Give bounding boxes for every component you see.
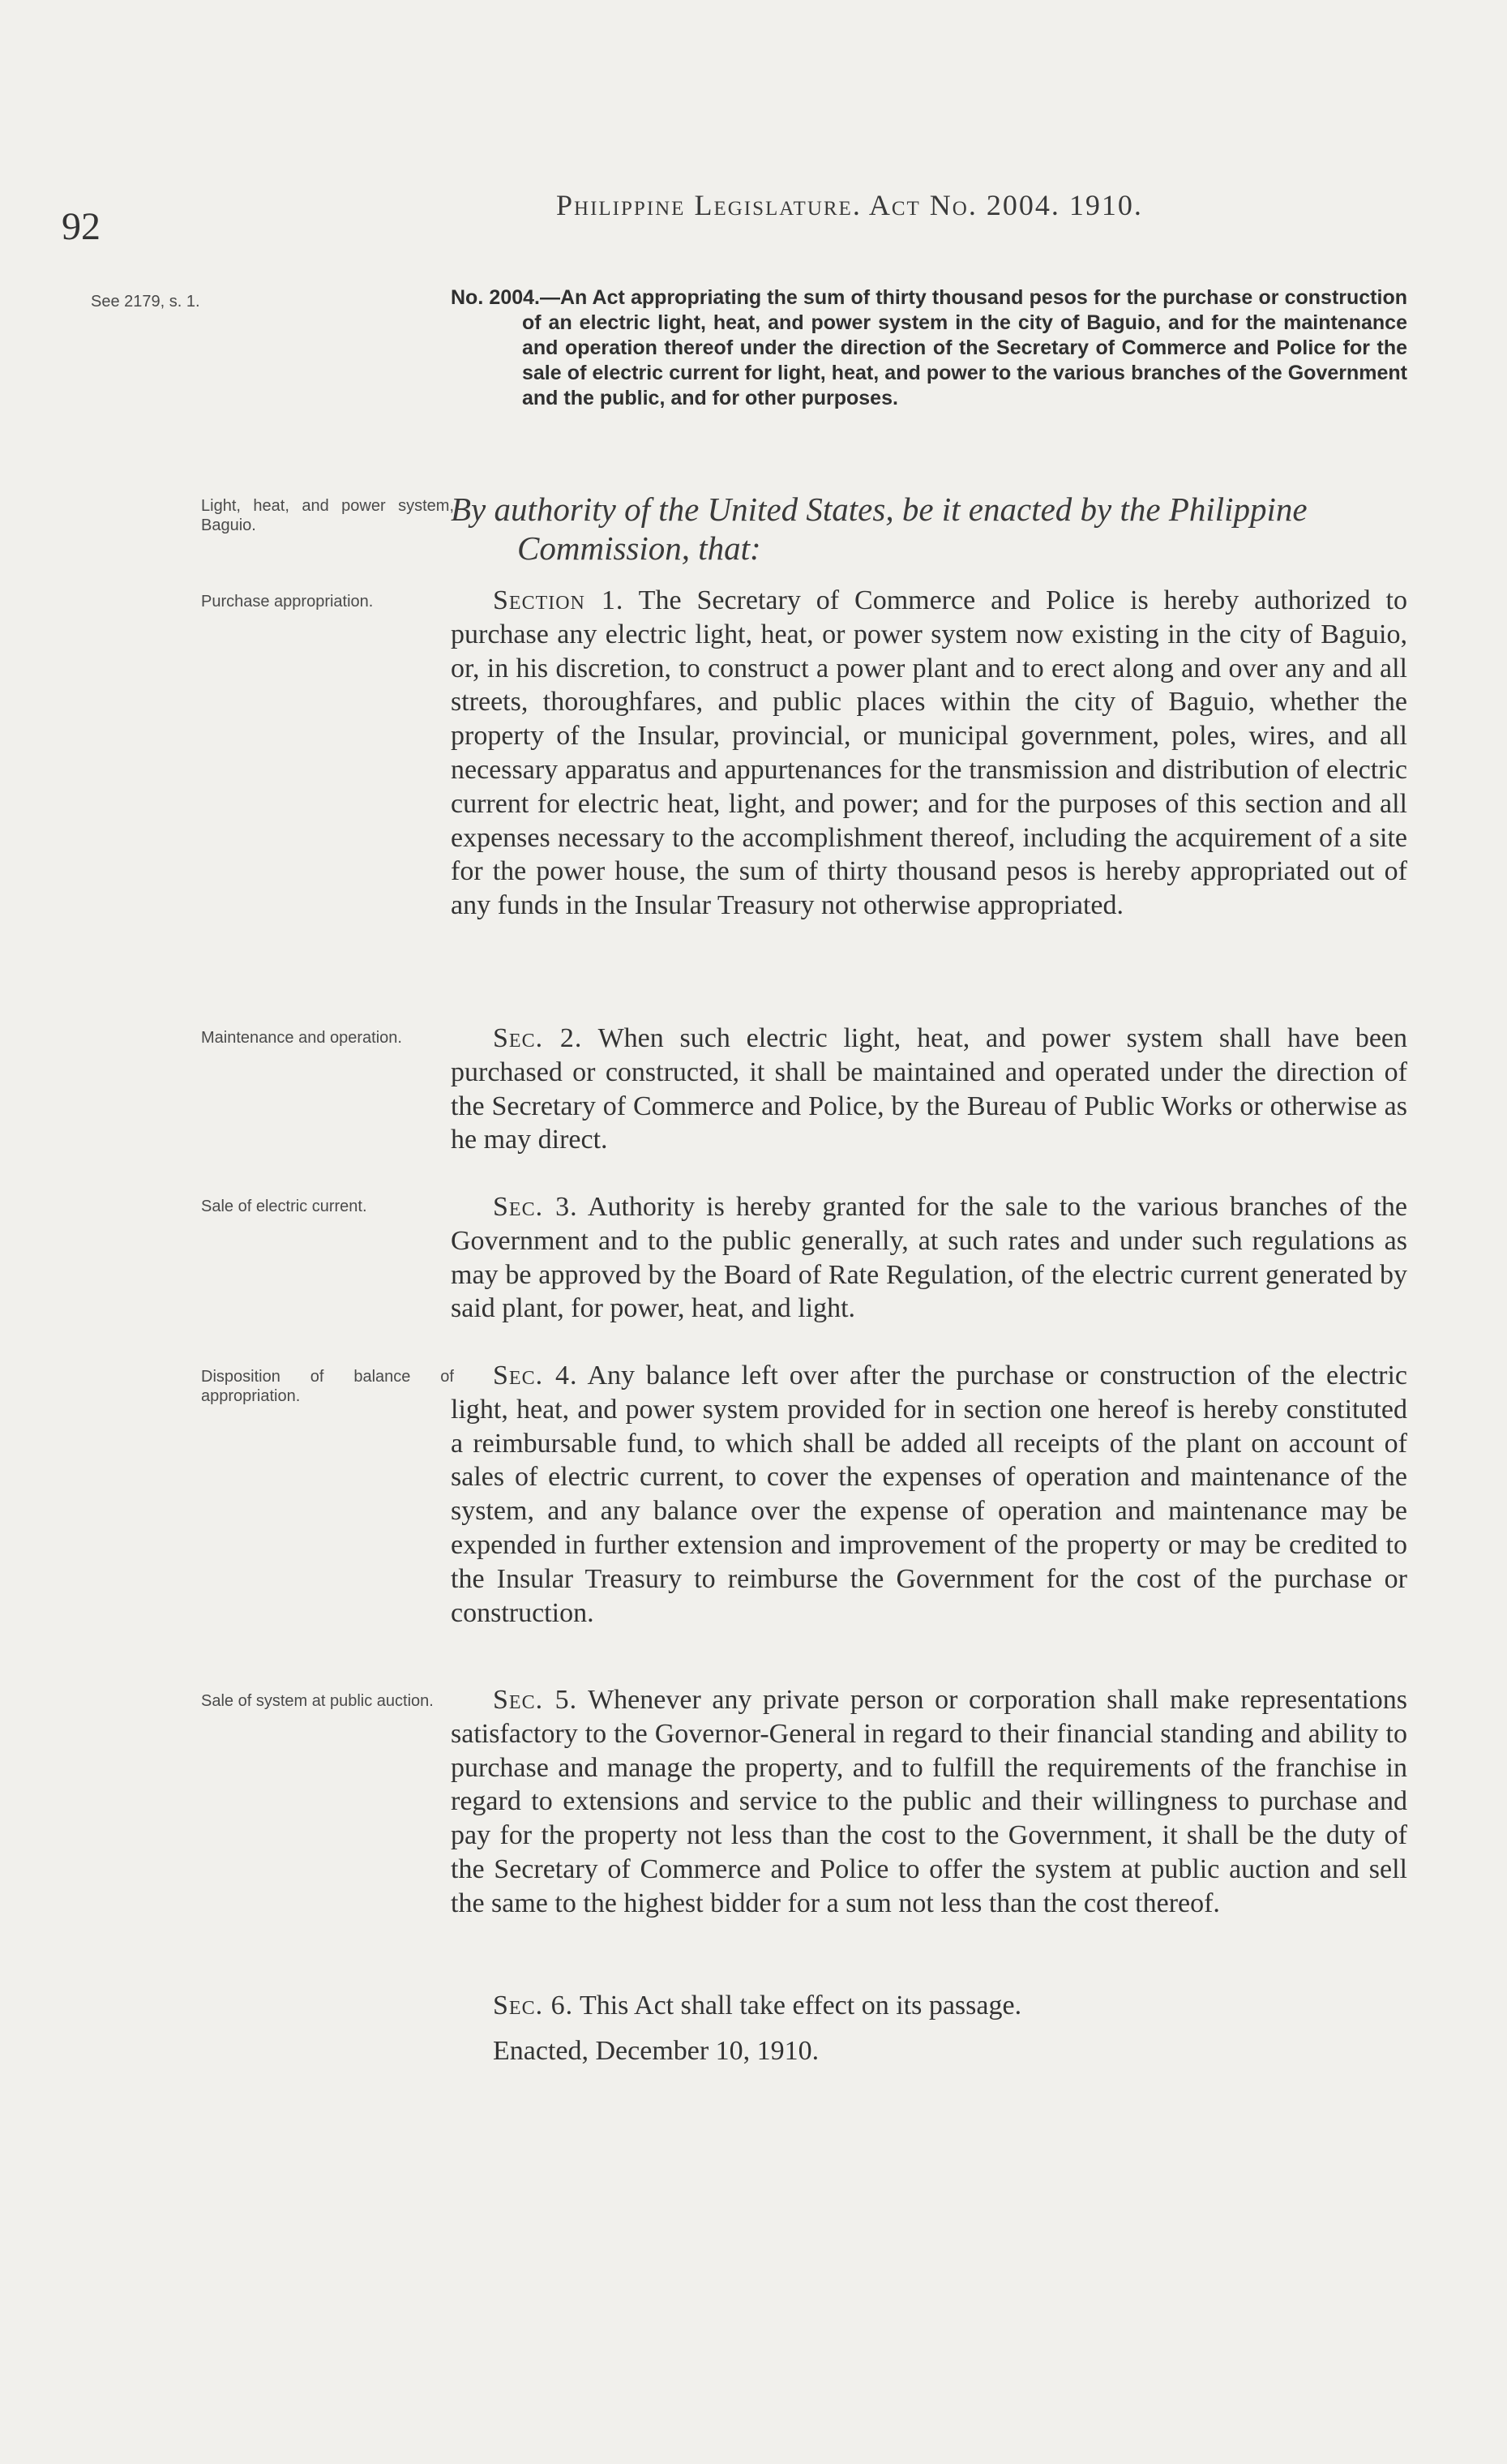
section-4-label: Sec. 4. — [493, 1361, 578, 1391]
section-1-label: Section 1. — [493, 585, 624, 615]
marginal-note-purchase-appropriation: Purchase appropriation. — [201, 593, 374, 611]
act-number: No. 2004. — [451, 286, 540, 309]
section-5 — [451, 1683, 1407, 1921]
section-4 — [451, 1359, 1407, 1630]
section-3-label: Sec. 3. — [493, 1192, 578, 1222]
marginal-note-maintenance-operation: Maintenance and operation. — [201, 1029, 402, 1047]
section-2-label: Sec. 2. — [493, 1023, 583, 1053]
section-4-text: Any balance left over after the purchase or construction of the electric light, heat, and power system provided for in section one hereof is hereby constituted a reimbursable fund, to which shall be added all receipts of the plant on account of sales of electric current, to cover the expenses of operation and maintenance of the system, and any balance over the expense of operation and maintenance may be expended in further extension and improvement of the property or may be credited to the Insular Treasury to reimburse the Government for the cost of the purchase or construction. — [451, 1361, 1408, 1628]
section-5-text: Whenever any private person or corporation shall make representations satisfactory to the Governor-General in regard to their financial standing and ability to purchase and manage the property, and to fulfill the requirements of the franchise in regard to extensions and service to the public and their willingness to purchase and pay for the property not less than the cost to the Government, it shall be the duty of the Secretary of Commerce and Police to offer the system at public auction and sell the same to the highest bidder for a sum not less than the cost thereof. — [451, 1685, 1408, 1918]
act-title: —An Act appropriating the sum of thirty thousand pesos for the purchase or construction of an electric light, heat, and power system in the city of Baguio, and for the maintenance and operation thereof under the direction of the Secretary of Commerce and Police for the sale of electric current for light, heat, and power to the various branches of the Government and the public, and for other purposes. — [522, 286, 1407, 409]
section-6-label: Sec. 6. — [493, 1990, 574, 2020]
section-3 — [451, 1190, 1407, 1326]
act-heading — [451, 285, 1407, 411]
section-1 — [451, 584, 1407, 923]
section-6 — [493, 1988, 1021, 2024]
marginal-note-disposition-balance: Disposition of balance of appropriation. — [201, 1368, 454, 1405]
section-2-text: When such electric light, heat, and power system shall have been purchased or constructed, it shall be maintained and operated under the direction of the Secretary of Commerce and Police, by the Bureau of Public Works or otherwise as he may direct. — [451, 1023, 1408, 1155]
section-1-text: The Secretary of Commerce and Police is hereby authorized to purchase any electric light, heat, or power system now existing in the city of Baguio, or, in his discretion, to construct a power plant and to erect along and over any and all streets, thoroughfares, and public places within the city of Baguio, whether the property of the Insular, provincial, or municipal government, poles, wires, and all necessary apparatus and appurtenances for the transmission and distribution of electric current for electric heat, light, and power; and for the purposes of this section and all expenses necessary to the accomplishment thereof, including the acquirement of a site for the power house, the sum of thirty thousand pesos is hereby appropriated out of any funds in the Insular Treasury not otherwise appropriated. — [451, 585, 1407, 921]
section-6-text: This Act shall take effect on its passage. — [579, 1990, 1022, 2020]
marginal-note-light-heat-power: Light, heat, and power system, Baguio. — [201, 497, 454, 534]
section-5-label: Sec. 5. — [493, 1685, 578, 1715]
section-3-text: Authority is hereby granted for the sale to the various branches of the Government and to the public generally, at such rates and under such regulations as may be approved by the Board of Rate Regulation, of the electric current generated by said plant, for power, heat, and light. — [451, 1192, 1408, 1324]
section-2 — [451, 1022, 1407, 1157]
page-number: 92 — [62, 205, 101, 248]
see-reference-note: See 2179, s. 1. — [91, 293, 200, 311]
running-head: Philippine Legislature. Act No. 2004. 1910. — [556, 189, 1143, 221]
marginal-note-sale-electric-current: Sale of electric current. — [201, 1198, 367, 1215]
marginal-note-public-auction: Sale of system at public auction. — [201, 1692, 434, 1710]
enacted-date: Enacted, December 10, 1910. — [493, 2036, 820, 2066]
enacting-clause: By authority of the United States, be it enacted by the Philippine Commission, that: — [451, 491, 1308, 567]
